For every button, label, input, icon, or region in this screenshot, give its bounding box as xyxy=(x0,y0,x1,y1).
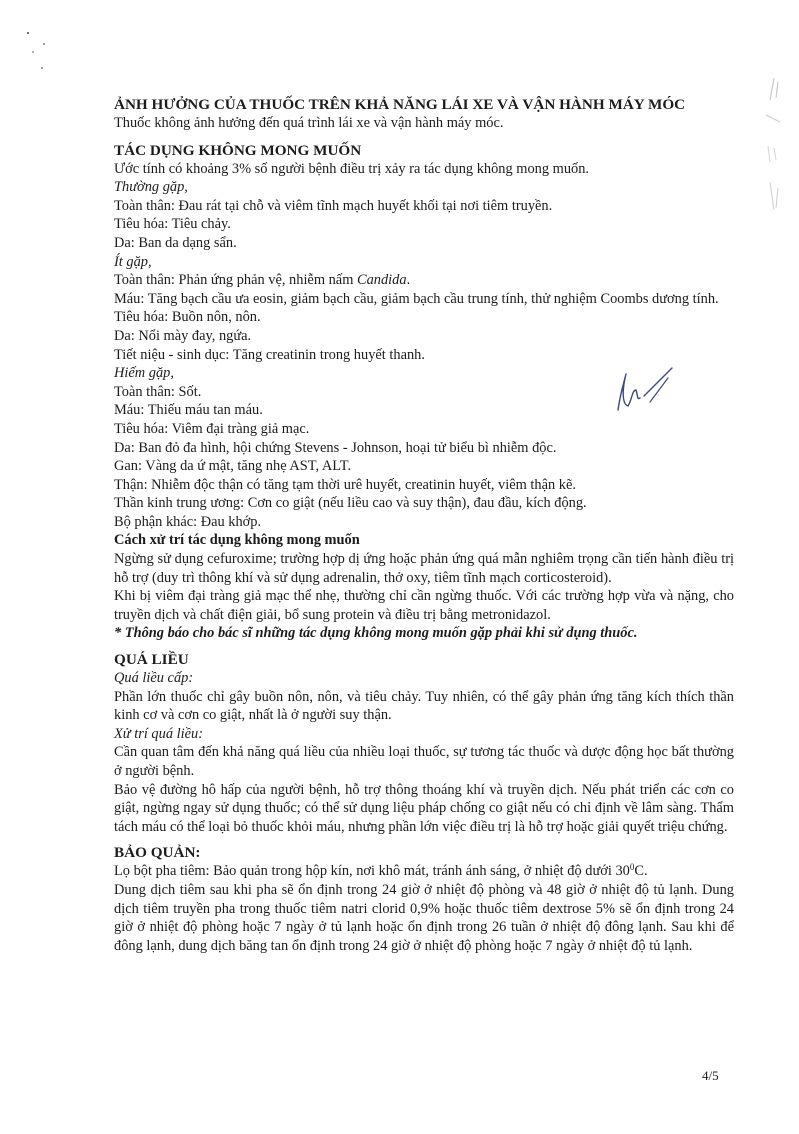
common-label: Thường gặp, xyxy=(114,179,188,196)
common-item: Tiêu hóa: Tiêu chảy. xyxy=(114,216,231,233)
storage-text: Dung dịch tiêm sau khi pha sẽ ổn định trong 24 giờ ở nhiệt độ phòng và 48 giờ ở nhiệt độ tủ lạnh. Dung dịch tiêm truyền pha trong thuốc tiêm natri clorid 0,9% hoặc thuốc tiêm dextrose 5% sẽ ổn định trong 24 giờ ở nhiệt độ phòng hoặc 7 ngày ở tủ lạnh hoặc ổn định trong 26 tuần ở nhiệt độ đông lạnh. Sau khi để đông lạnh, dung dịch băng tan ổn định trong 24 giờ ở nhiệt độ phòng hoặc 7 ngày ở nhiệt độ tủ lạnh. xyxy=(114,881,734,954)
driving-heading: ẢNH HƯỞNG CỦA THUỐC TRÊN KHẢ NĂNG LÁI XE VÀ VẬN HÀNH MÁY MÓC xyxy=(114,96,686,113)
management-paragraph: Khi bị viêm đại tràng giả mạc thể nhẹ, thường chỉ cần ngừng thuốc. Với các trường hợp vừa và nặng, cho truyền dịch và chất điện giải, bổ sung protein và điều trị bằng metronidazol. xyxy=(114,588,734,623)
page-number: 4/5 xyxy=(702,1068,719,1083)
scan-specks xyxy=(0,0,60,80)
adverse-heading: TÁC DỤNG KHÔNG MONG MUỐN xyxy=(114,141,362,159)
adverse-intro: Ước tính có khoảng 3% số người bệnh điều trị xảy ra tác dụng không mong muốn. xyxy=(114,160,590,177)
storage-line1 xyxy=(114,862,734,881)
margin-marks xyxy=(760,70,790,220)
rare-item: Da: Ban đỏ đa hình, hội chứng Stevens - Johnson, hoại tử biểu bì nhiễm độc. xyxy=(114,439,557,456)
rare-item: Thần kinh trung ương: Cơn co giật (nếu liều cao và suy thận), đau đầu, kích động. xyxy=(114,495,587,512)
uncommon-item: Máu: Tăng bạch cầu ưa eosin, giảm bạch cầu, giảm bạch cầu trung tính, thử nghiệm Coombs dương tính. xyxy=(114,290,719,307)
acute-overdose-text: Phần lớn thuốc chỉ gây buồn nôn, nôn, và tiêu chảy. Tuy nhiên, có thể gây phản ứng tăng kích thích thần kinh cơ và cơn co giật, nhất là ở người suy thận. xyxy=(114,688,734,724)
rare-label: Hiếm gặp, xyxy=(114,365,174,382)
storage-line1-prefix: Lọ bột pha tiêm: Bảo quản trong hộp kín, nơi khô mát, tránh ánh sáng, ở nhiệt độ dưới 30 xyxy=(114,863,630,880)
management-heading: Cách xử trí tác dụng không mong muốn xyxy=(114,532,360,549)
storage-heading: BẢO QUẢN: xyxy=(114,844,201,862)
uncommon-label: Ít gặp, xyxy=(114,253,152,270)
handwritten-signature xyxy=(610,360,680,420)
uncommon-general xyxy=(114,271,734,290)
rare-item: Máu: Thiếu máu tan máu. xyxy=(114,402,263,419)
overdose-treatment-label: Xử trí quá liều: xyxy=(114,725,203,742)
report-note: * Thông báo cho bác sĩ những tác dụng không mong muốn gặp phải khi sử dụng thuốc. xyxy=(114,625,638,642)
common-item: Da: Ban da dạng sẩn. xyxy=(114,234,237,251)
storage-line1-suffix: C. xyxy=(634,863,648,880)
uncommon-item: Da: Nổi mày đay, ngứa. xyxy=(114,327,252,344)
rare-item: Tiêu hóa: Viêm đại tràng giả mạc. xyxy=(114,420,310,437)
uncommon-general-italic: Candida xyxy=(357,272,407,289)
rare-item: Toàn thân: Sốt. xyxy=(114,383,202,400)
management-paragraph: Ngừng sử dụng cefuroxime; trường hợp dị ứng hoặc phản ứng quá mẫn nghiêm trọng cần tiến hành điều trị hỗ trợ (duy trì thông khí và sử dụng adrenalin, thở oxy, tiêm tĩnh mạch corticosteroid). xyxy=(114,551,734,586)
uncommon-general-suffix: . xyxy=(406,272,411,289)
document-page xyxy=(114,95,734,955)
overdose-treatment-paragraph: Cần quan tâm đến khả năng quá liều của nhiều loại thuốc, sự tương tác thuốc và dược động học bất thường ở người bệnh. xyxy=(114,744,734,779)
rare-item: Gan: Vàng da ứ mật, tăng nhẹ AST, ALT. xyxy=(114,458,352,475)
uncommon-general-prefix: Toàn thân: Phản ứng phản vệ, nhiễm nấm xyxy=(114,272,357,289)
driving-text: Thuốc không ảnh hưởng đến quá trình lái xe và vận hành máy móc. xyxy=(114,115,504,131)
overdose-heading: QUÁ LIỀU xyxy=(114,651,189,669)
rare-item: Thận: Nhiễm độc thận có tăng tạm thời urê huyết, creatinin huyết, viêm thận kẽ. xyxy=(114,476,576,493)
uncommon-item: Tiết niệu - sinh dục: Tăng creatinin trong huyết thanh. xyxy=(114,346,425,363)
acute-overdose-label: Quá liều cấp: xyxy=(114,670,194,687)
rare-item: Bộ phận khác: Đau khớp. xyxy=(114,513,262,530)
storage-line1-sup: 0 xyxy=(629,862,635,873)
uncommon-item: Tiêu hóa: Buồn nôn, nôn. xyxy=(114,309,261,326)
common-item: Toàn thân: Đau rát tại chỗ và viêm tĩnh mạch huyết khối tại nơi tiêm truyền. xyxy=(114,197,553,214)
overdose-treatment-paragraph: Bảo vệ đường hô hấp của người bệnh, hỗ trợ thông thoáng khí và truyền dịch. Nếu phát triển các cơn co giật, ngừng ngay sử dụng thuốc; có thể sử dụng liệu pháp chống co giật nếu có chỉ định về lâm sàng. Thẩm tách máu có thể loại bỏ thuốc khỏi máu, nhưng phần lớn việc điều trị là hỗ trợ hoặc giải quyết triệu chứng. xyxy=(114,781,734,835)
